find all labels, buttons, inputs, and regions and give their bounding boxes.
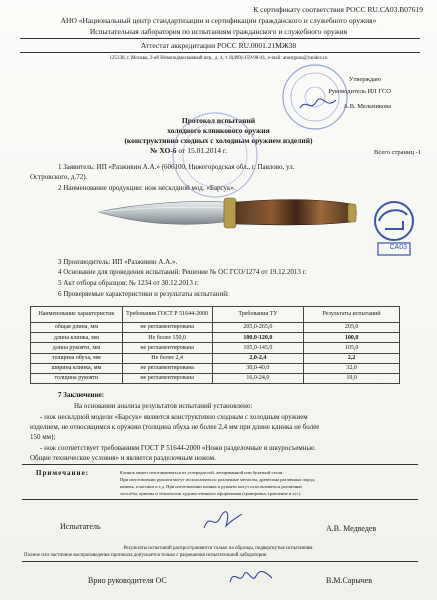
table-cell: 105,0 bbox=[304, 343, 400, 353]
section-manufacturer: 3 Производитель: ИП «Разживин А.А.». bbox=[58, 258, 178, 266]
table-cell: 205,0 bbox=[304, 323, 400, 333]
table-row bbox=[31, 373, 400, 383]
page-count: Всего страниц -1 bbox=[374, 149, 421, 156]
table-header-cell: Требования ГОСТ Р 51644-2000 bbox=[122, 307, 212, 323]
accreditation: Аттестат аккредитации РОСС RU.0001.21МЖ38 bbox=[140, 41, 297, 50]
section-basis: 4 Основание для проведения испытаний: Решение № ОС ГСО/1274 от 19.12.2013 г. bbox=[58, 268, 307, 276]
footer-note-1: Результаты испытаний распространяются только на образцы, подвергнутые испытаниям. bbox=[123, 546, 314, 551]
header-divider-2 bbox=[20, 52, 420, 53]
footer-note-2: Полное или частичное воспроизведение протокола допускается только с разрешения испытательной лаборатории bbox=[24, 553, 267, 558]
note-line: При изготовлении рукояти могут использоваться: различные металлы, древесина различных пород, bbox=[120, 477, 316, 482]
laboratory-name: Испытательная лаборатория по испытаниям гражданского и служебного оружия bbox=[89, 27, 348, 36]
table-row bbox=[31, 363, 400, 373]
section-applicant-cont: Островского, д.72). bbox=[30, 173, 88, 181]
table-cell: 32,0 bbox=[304, 363, 400, 373]
section-applicant: 1 Заявитель: ИП «Разживин А.А.» (606100, Нижегородская обл., г. Павлово, ул. bbox=[58, 163, 295, 171]
tester-role: Испытатель bbox=[60, 522, 101, 531]
certificate-reference: К сертификату соответствия РОСС RU.СА03.В07619 bbox=[253, 5, 423, 14]
knife-image-icon bbox=[96, 182, 361, 250]
table-cell: Не более 150,0 bbox=[122, 333, 212, 343]
conclusion-intro: На основании анализа результатов испытаний установлено: bbox=[74, 402, 253, 410]
section-sampling-act: 5 Акт отбора образцов: № 1234 от 30.12.2013 г. bbox=[58, 279, 199, 287]
table-cell: 100,0 bbox=[304, 333, 400, 343]
footer-divider bbox=[22, 561, 418, 562]
note-line: камень, пластики и т.д. При изготовлении клинка и рукояти могут использоваться различные bbox=[120, 484, 303, 489]
approval-name: А.В. Мельникова bbox=[343, 103, 391, 110]
table-cell: не регламентирована bbox=[122, 363, 212, 373]
note-line: способы, приемы и технологии художественного оформления (гравировка, травление и т.п.). bbox=[120, 491, 302, 496]
conclusion-line: Общие технические условия» и является разделочным ножом. bbox=[30, 454, 216, 462]
table-header-row bbox=[31, 307, 400, 323]
conclusion-line: изделием, не относящимся к оружию (толщина обуха не более 2,4 мм при длине клинка не более bbox=[30, 423, 320, 431]
table-cell: 100,0-120,0 bbox=[212, 333, 304, 343]
table-cell: не регламентирована bbox=[122, 323, 212, 333]
table-header-cell: Результаты испытаний bbox=[304, 307, 400, 323]
table-cell: 19,0 bbox=[304, 373, 400, 383]
table-cell: не регламентирована bbox=[122, 373, 212, 383]
address: 125130, г. Москва, 2-ой Новоподмосковный пер., д. 4, т. 8(499)-159-98-41, e-mail: anostguns@yandex.ru bbox=[109, 56, 328, 61]
conclusion-line: - нож соответствует требованиям ГОСТ Р 51644-2000 «Ножи разделочные и шкуросъемные. bbox=[40, 444, 317, 452]
table-cell: общая длина, мм bbox=[31, 323, 123, 333]
results-table bbox=[30, 306, 400, 384]
tester-name: А.В. Медведев bbox=[326, 524, 377, 533]
table-cell: ширина клинка, мм bbox=[31, 363, 123, 373]
table-cell: не регламентирована bbox=[122, 343, 212, 353]
table-cell: толщина обуха, мм bbox=[31, 353, 123, 363]
table-cell: 2,2 bbox=[304, 353, 400, 363]
note-line: Клинок может изготавливаться из углеродистой, легированной или булатной стали. bbox=[120, 470, 284, 475]
table-cell: 105,0-145,0 bbox=[212, 343, 304, 353]
head-signature-icon bbox=[226, 566, 274, 588]
protocol-title: Протокол испытаний bbox=[181, 116, 256, 125]
table-row bbox=[31, 353, 400, 363]
protocol-subtitle-1: холодного клинкового оружия bbox=[167, 126, 270, 135]
note-divider-2 bbox=[22, 499, 418, 500]
tester-signature-icon bbox=[200, 508, 244, 534]
table-row bbox=[31, 323, 400, 333]
header-divider bbox=[20, 38, 420, 39]
head-name: В.М.Сарычев bbox=[326, 576, 373, 585]
table-cell: 30,0-40,0 bbox=[212, 363, 304, 373]
organization-name: АНО «Национальный центр стандартизации и сертификации гражданского и служебного оружия» bbox=[60, 16, 377, 25]
protocol-number-value: № ХО-6 bbox=[150, 146, 177, 155]
table-cell: Не более 2,4 bbox=[122, 353, 212, 363]
approval-title: Утверждаю bbox=[348, 76, 381, 83]
conclusion-title: 7 Заключение: bbox=[58, 391, 105, 399]
approval-role: Руководитель ИЛ ГСО bbox=[328, 88, 391, 95]
table-cell: длина рукояти, мм bbox=[31, 343, 123, 353]
approval-signature-icon bbox=[298, 96, 338, 114]
table-header-cell: Требования ТУ bbox=[212, 307, 304, 323]
table-header-cell: Наименование характеристик bbox=[31, 307, 123, 323]
protocol-subtitle-2: (конструктивно сходных с холодным оружием изделий) bbox=[124, 136, 313, 145]
table-row bbox=[31, 343, 400, 353]
protocol-date: от 15.01.2014 г. bbox=[178, 146, 227, 155]
table-cell: 205,0-265,0 bbox=[212, 323, 304, 333]
table-cell: длина клинка, мм bbox=[31, 333, 123, 343]
section-characteristics: 6 Проверяемые характеристики и результаты испытаний: bbox=[58, 290, 229, 298]
stamp-code: СА03 bbox=[389, 244, 407, 251]
head-role: Врио руководителя ОС bbox=[88, 576, 167, 585]
table-cell: 16,0-24,0 bbox=[212, 373, 304, 383]
table-row bbox=[31, 333, 400, 343]
table-cell: 2,0-2,4 bbox=[212, 353, 304, 363]
table-cell: толщина рукояти bbox=[31, 373, 123, 383]
conclusion-line: - нож несклдной модели «Барсук» является конструктивно сходным с холодным оружием bbox=[40, 413, 308, 421]
conclusion-line: 150 мм); bbox=[30, 433, 56, 441]
note-divider bbox=[22, 464, 418, 465]
section-product: 2 Наименование продукции: нож несклдной мод. «Барсук». bbox=[58, 184, 236, 192]
note-label: Примечание: bbox=[36, 469, 90, 477]
